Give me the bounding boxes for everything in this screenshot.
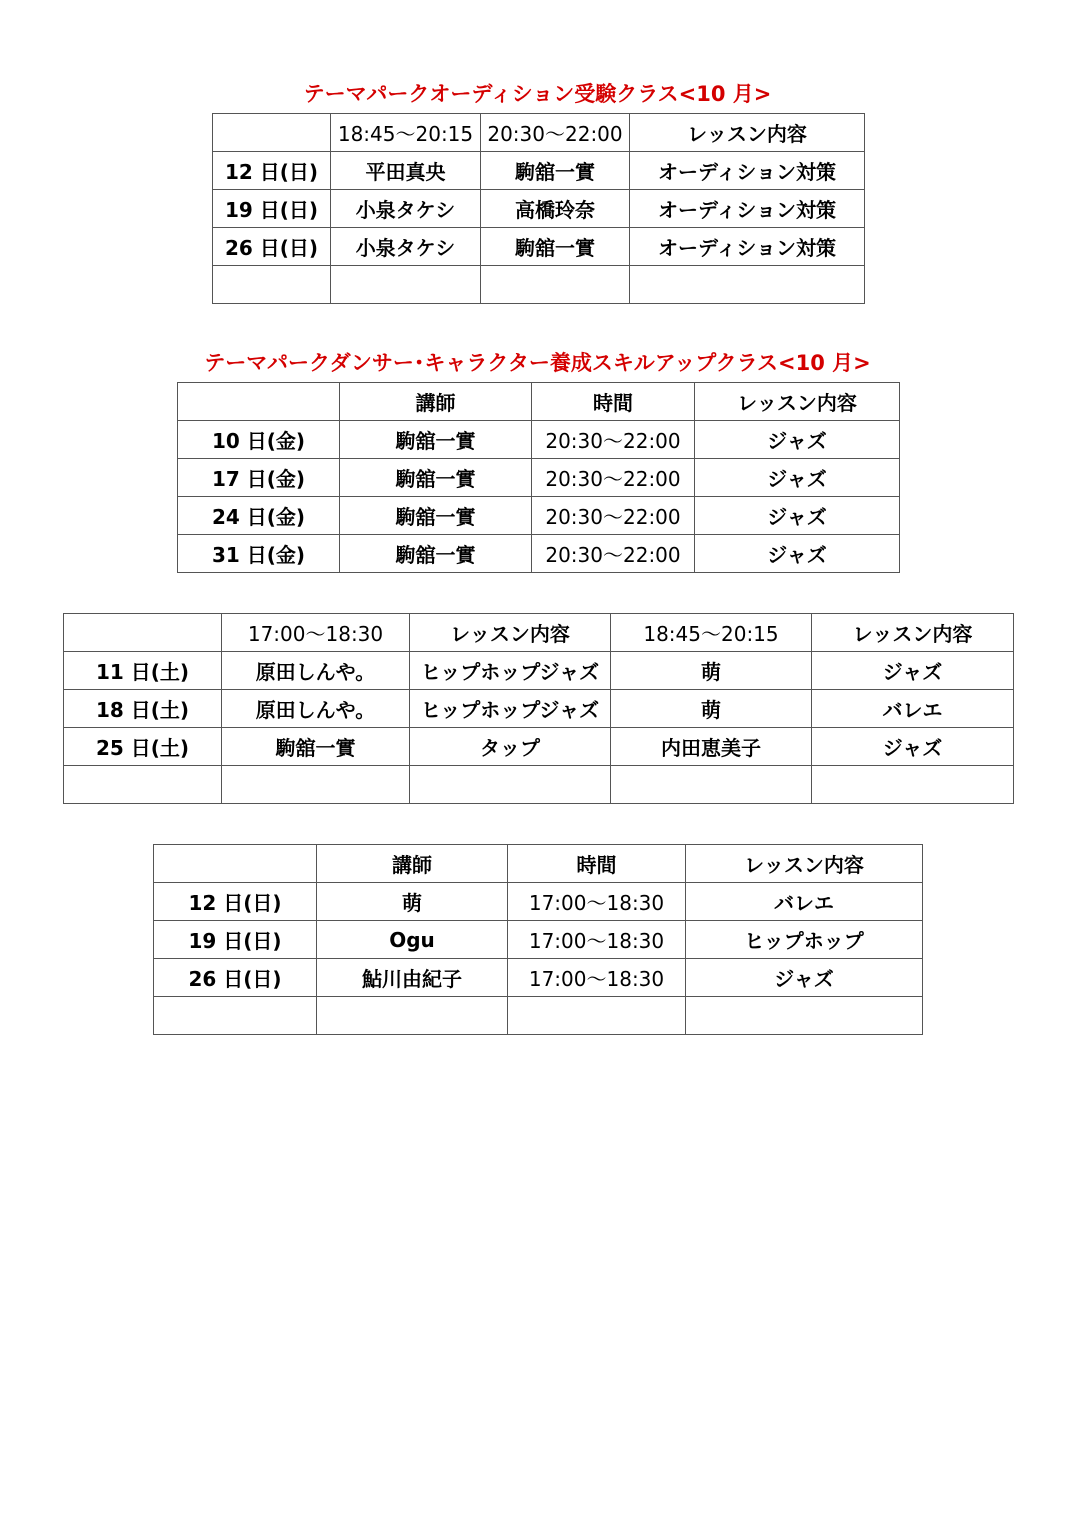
empty-cell: [317, 997, 508, 1035]
lesson-cell: ジャズ: [695, 497, 900, 535]
table-row: [154, 959, 923, 997]
time-cell: 17:00～18:30: [508, 883, 686, 921]
time-cell: 17:00～18:30: [508, 921, 686, 959]
table4-schedule: [153, 844, 923, 1035]
instructor-cell: 内田恵美子: [611, 728, 812, 766]
table-row: [64, 690, 1014, 728]
time-cell: 17:00～18:30: [508, 959, 686, 997]
table-row: [154, 883, 923, 921]
date-cell: 10 日(金): [178, 421, 340, 459]
header-cell: レッスン内容: [410, 614, 611, 652]
lesson-cell: オーディション対策: [630, 228, 865, 266]
instructor-cell: 萌: [317, 883, 508, 921]
header-cell: 18:45～20:15: [611, 614, 812, 652]
header-cell: レッスン内容: [686, 845, 923, 883]
header-cell: 講師: [317, 845, 508, 883]
empty-cell: [611, 766, 812, 804]
instructor-cell: Ogu: [317, 921, 508, 959]
table-row: [154, 921, 923, 959]
instructor-cell: 駒舘一實: [340, 535, 532, 573]
header-cell: 18:45～20:15: [331, 114, 481, 152]
empty-cell: [410, 766, 611, 804]
lesson-cell: ヒップホップ: [686, 921, 923, 959]
header-cell: 17:00～18:30: [222, 614, 410, 652]
table-header-row: [178, 383, 900, 421]
header-cell: レッスン内容: [812, 614, 1014, 652]
lesson-cell: ヒップホップジャズ: [410, 652, 611, 690]
lesson-cell: タップ: [410, 728, 611, 766]
lesson-cell: ジャズ: [812, 728, 1014, 766]
lesson-cell: バレエ: [812, 690, 1014, 728]
table-row: [213, 228, 865, 266]
instructor-cell: 駒舘一實: [340, 497, 532, 535]
table-row: [178, 459, 900, 497]
instructor-cell: 小泉タケシ: [331, 228, 481, 266]
instructor-cell: 高橋玲奈: [481, 190, 630, 228]
date-cell: 31 日(金): [178, 535, 340, 573]
empty-cell: [812, 766, 1014, 804]
table1-schedule: [212, 113, 865, 304]
time-cell: 20:30～22:00: [532, 497, 695, 535]
table-header-row: [213, 114, 865, 152]
table-row: [213, 190, 865, 228]
table-row: [213, 266, 865, 304]
date-cell: 12 日(日): [154, 883, 317, 921]
time-cell: 20:30～22:00: [532, 535, 695, 573]
date-cell: 25 日(土): [64, 728, 222, 766]
instructor-cell: 鮎川由紀子: [317, 959, 508, 997]
table-row: [64, 728, 1014, 766]
table2-schedule: [177, 382, 900, 573]
date-cell: 26 日(日): [213, 228, 331, 266]
empty-cell: [64, 766, 222, 804]
empty-cell: [154, 997, 317, 1035]
table-header-row: [64, 614, 1014, 652]
header-cell: 講師: [340, 383, 532, 421]
instructor-cell: 駒舘一實: [222, 728, 410, 766]
date-cell: 26 日(日): [154, 959, 317, 997]
table-row: [178, 497, 900, 535]
instructor-cell: 原田しんや。: [222, 690, 410, 728]
empty-cell: [481, 266, 630, 304]
lesson-cell: ジャズ: [812, 652, 1014, 690]
instructor-cell: 駒舘一實: [340, 421, 532, 459]
instructor-cell: 萌: [611, 690, 812, 728]
empty-cell: [686, 997, 923, 1035]
lesson-cell: ジャズ: [686, 959, 923, 997]
table-row: [64, 652, 1014, 690]
time-cell: 20:30～22:00: [532, 421, 695, 459]
table-row: [178, 421, 900, 459]
table1-title: テーマパークオーディション受験クラス<10 月>: [303, 82, 772, 106]
date-cell: 11 日(土): [64, 652, 222, 690]
header-cell: [64, 614, 222, 652]
time-cell: 20:30～22:00: [532, 459, 695, 497]
header-cell: レッスン内容: [695, 383, 900, 421]
instructor-cell: 駒舘一實: [481, 228, 630, 266]
empty-cell: [222, 766, 410, 804]
header-cell: [213, 114, 331, 152]
header-cell: レッスン内容: [630, 114, 865, 152]
date-cell: 19 日(日): [154, 921, 317, 959]
date-cell: 12 日(日): [213, 152, 331, 190]
instructor-cell: 小泉タケシ: [331, 190, 481, 228]
instructor-cell: 平田真央: [331, 152, 481, 190]
table-row: [64, 766, 1014, 804]
date-cell: 18 日(土): [64, 690, 222, 728]
date-cell: 24 日(金): [178, 497, 340, 535]
date-cell: 17 日(金): [178, 459, 340, 497]
table-row: [213, 152, 865, 190]
empty-cell: [213, 266, 331, 304]
date-cell: 19 日(日): [213, 190, 331, 228]
instructor-cell: 駒舘一實: [481, 152, 630, 190]
header-cell: 時間: [532, 383, 695, 421]
header-cell: [154, 845, 317, 883]
header-cell: [178, 383, 340, 421]
table-row: [178, 535, 900, 573]
empty-cell: [630, 266, 865, 304]
instructor-cell: 萌: [611, 652, 812, 690]
empty-cell: [331, 266, 481, 304]
table-header-row: [154, 845, 923, 883]
instructor-cell: 原田しんや。: [222, 652, 410, 690]
lesson-cell: オーディション対策: [630, 152, 865, 190]
table2-title: テーマパークダンサー･キャラクター養成スキルアップクラス<10 月>: [204, 351, 871, 375]
lesson-cell: ジャズ: [695, 459, 900, 497]
empty-cell: [508, 997, 686, 1035]
lesson-cell: ジャズ: [695, 421, 900, 459]
table3-schedule: [63, 613, 1014, 804]
lesson-cell: バレエ: [686, 883, 923, 921]
header-cell: 時間: [508, 845, 686, 883]
instructor-cell: 駒舘一實: [340, 459, 532, 497]
lesson-cell: ジャズ: [695, 535, 900, 573]
table-row: [154, 997, 923, 1035]
lesson-cell: ヒップホップジャズ: [410, 690, 611, 728]
header-cell: 20:30～22:00: [481, 114, 630, 152]
lesson-cell: オーディション対策: [630, 190, 865, 228]
